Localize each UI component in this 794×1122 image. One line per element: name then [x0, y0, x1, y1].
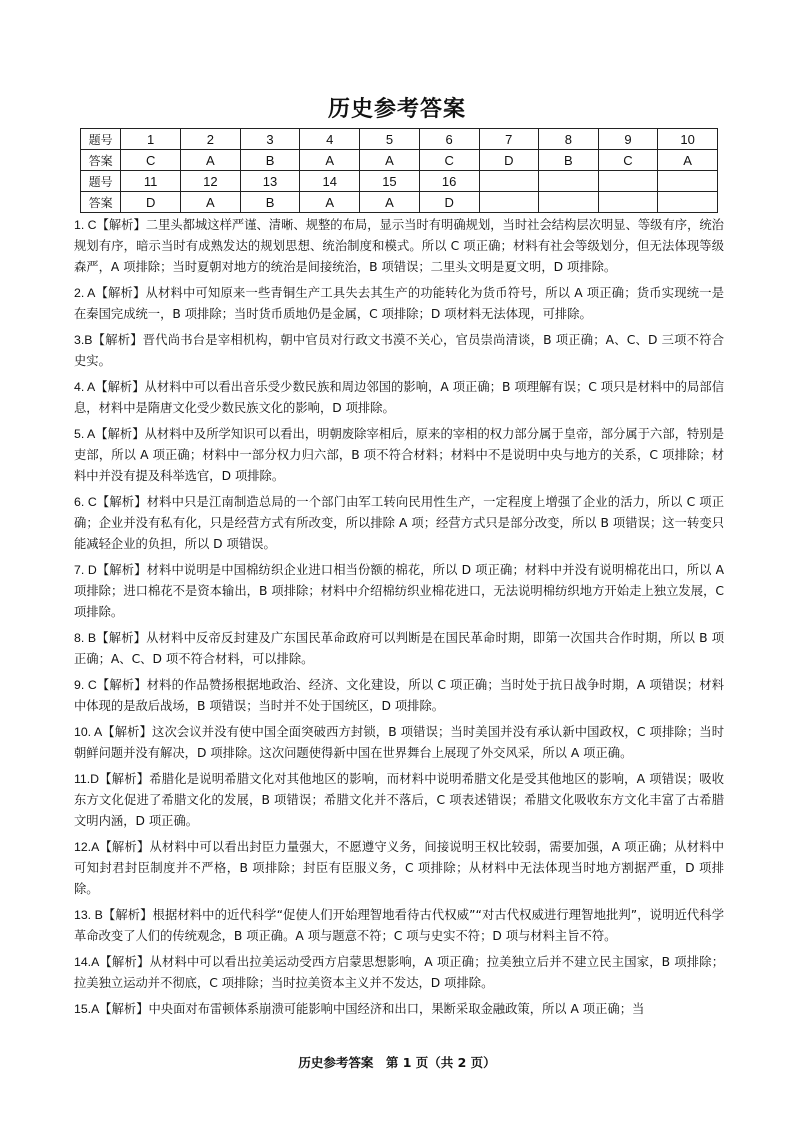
table-cell [598, 192, 658, 213]
table-cell: 1 [121, 129, 181, 150]
item-number: 11.D [74, 772, 100, 786]
row-label: 答案 [81, 150, 121, 171]
table-cell: 10 [658, 129, 718, 150]
table-cell: 2 [180, 129, 240, 150]
explanation-item [74, 560, 724, 623]
table-cell: A [300, 192, 360, 213]
explanation-item [74, 675, 724, 717]
item-number: 7. D [74, 563, 97, 577]
table-cell: B [240, 150, 300, 171]
answer-explanations [74, 215, 724, 1025]
item-number: 3.B [74, 333, 93, 347]
explanation-item [74, 722, 724, 764]
item-text: 【解析】从材料中可以看出封臣力量强大，不愿遵守义务，间接说明王权比较弱，需要加强，A 项正确；从材料中可知封君封臣制度并不严格，B 项排除；封臣有臣服义务，C 项排除；从材料中无法体现当时地方割据严重，D 项排除。 [74, 840, 724, 896]
explanation-item [74, 905, 724, 947]
table-cell: D [479, 150, 539, 171]
item-text: 【解析】材料中说明是中国棉纺织企业进口相当份额的棉花，所以 D 项正确；材料中并没有说明棉花出口，所以 A 项排除；进口棉花不是资本输出，B 项排除；材料中介绍棉纺织业棉花进口，无法说明棉纺织地方开始走上独立发展，C 项排除。 [74, 563, 724, 619]
table-row [81, 150, 718, 171]
table-cell [479, 192, 539, 213]
table-row [81, 192, 718, 213]
explanation-item [74, 837, 724, 900]
table-cell: 8 [539, 129, 599, 150]
item-number: 10. A [74, 725, 103, 739]
item-number: 8. B [74, 631, 97, 645]
table-row [81, 129, 718, 150]
item-text: 【解析】根据材料中的近代科学“促使人们开始理智地看待古代权威”“对古代权威进行理智地批判”，说明近代科学革命改变了人们的传统观念，B 项正确。A 项与题意不符；C 项与史实不符；D 项与材料主旨不符。 [74, 908, 724, 943]
table-row [81, 171, 718, 192]
item-text: 【解析】材料中只是江南制造总局的一个部门由军工转向民用性生产，一定程度上增强了企业的活力，所以 C 项正确；企业并没有私有化，只是经营方式有所改变，所以排除 A 项；经营方式只是部分改变，所以 B 项错误；这一转变只能减轻企业的负担，所以 D 项错误。 [74, 495, 724, 551]
table-cell: 3 [240, 129, 300, 150]
explanation-item [74, 283, 724, 325]
explanation-item [74, 377, 724, 419]
table-cell [539, 171, 599, 192]
table-cell: A [180, 192, 240, 213]
table-cell [658, 171, 718, 192]
item-number: 5. A [74, 427, 96, 441]
row-label: 题号 [81, 171, 121, 192]
table-cell: D [121, 192, 181, 213]
item-number: 4. A [74, 380, 96, 394]
item-number: 15.A [74, 1002, 100, 1016]
table-cell: D [419, 192, 479, 213]
explanation-item [74, 999, 724, 1020]
table-cell: A [360, 150, 420, 171]
item-number: 14.A [74, 955, 100, 969]
explanation-item [74, 492, 724, 555]
row-label: 答案 [81, 192, 121, 213]
table-cell: A [360, 192, 420, 213]
item-number: 12.A [74, 840, 100, 854]
table-cell: C [419, 150, 479, 171]
explanation-item [74, 628, 724, 670]
item-text: 【解析】从材料中可以看出拉美运动受西方启蒙思想影响，A 项正确；拉美独立后并不建立民主国家，B 项排除；拉美独立运动并不彻底，C 项排除；当时拉美资本主义并不发达，D 项排除。 [74, 955, 724, 990]
item-number: 6. C [74, 495, 97, 509]
table-cell: 13 [240, 171, 300, 192]
table-cell: C [598, 150, 658, 171]
explanation-item [74, 215, 724, 278]
item-number: 1. C [74, 218, 97, 232]
table-cell: 7 [479, 129, 539, 150]
explanation-item [74, 769, 724, 832]
table-cell: 5 [360, 129, 420, 150]
table-cell: C [121, 150, 181, 171]
item-text: 【解析】二里头都城这样严谨、清晰、规整的布局，显示当时有明确规划，当时社会结构层次明显、等级有序，统治规划有序，暗示当时有成熟发达的规划思想、统治制度和模式。所以 C 项正确；材料有社会等级划分，但无法体现等级森严，A 项排除；当时夏朝对地方的统治是间接统治，B 项错误；二里头文明是夏文明，D 项排除。 [74, 218, 724, 274]
explanation-item [74, 424, 724, 487]
table-cell: 6 [419, 129, 479, 150]
item-text: 【解析】中央面对布雷顿体系崩溃可能影响中国经济和出口，果断采取金融政策，所以 A 项正确；当 [99, 1002, 645, 1016]
item-text: 【解析】晋代尚书台是宰相机构，朝中官员对行政文书漠不关心，官员崇尚清谈，B 项正确；A、C、D 三项不符合史实。 [74, 333, 724, 368]
table-cell: 11 [121, 171, 181, 192]
item-text: 【解析】从材料中可以看出音乐受少数民族和周边邻国的影响，A 项正确；B 项理解有误；C 项只是材料中的局部信息，材料中是隋唐文化受少数民族文化的影响，D 项排除。 [74, 380, 724, 415]
table-cell: 12 [180, 171, 240, 192]
table-cell: 4 [300, 129, 360, 150]
item-number: 9. C [74, 678, 97, 692]
table-cell: B [240, 192, 300, 213]
table-cell [479, 171, 539, 192]
table-cell [539, 192, 599, 213]
table-cell: 9 [598, 129, 658, 150]
answer-table [80, 128, 718, 213]
table-cell: 15 [360, 171, 420, 192]
item-text: 【解析】从材料中及所学知识可以看出，明朝废除宰相后，原来的宰相的权力部分属于皇帝，部分属于六部，特别是吏部，所以 A 项正确；材料中一部分权力归六部，B 项不符合材料；材料中不是说明中央与地方的关系，C 项排除；材料中并没有提及科举选官，D 项排除。 [74, 427, 724, 483]
item-number: 13. B [74, 908, 103, 922]
row-label: 题号 [81, 129, 121, 150]
item-text: 【解析】从材料中反帝反封建及广东国民革命政府可以判断是在国民革命时期，即第一次国共合作时期，所以 B 项正确；A、C、D 项不符合材料，可以排除。 [74, 631, 724, 666]
table-cell [598, 171, 658, 192]
item-text: 【解析】希腊化是说明希腊文化对其他地区的影响，而材料中说明希腊文化是受其他地区的影响，A 项错误；吸收东方文化促进了希腊文化的发展，B 项错误；希腊文化并不落后，C 项表述错误；希腊文化吸收东方文化丰富了古希腊文明内涵，D 项正确。 [74, 772, 724, 828]
item-number: 2. A [74, 286, 96, 300]
page-footer: 历史参考答案 第 1 页（共 2 页） [298, 1055, 496, 1070]
item-text: 【解析】材料的作品赞扬根据地政治、经济、文化建设，所以 C 项正确；当时处于抗日战争时期，A 项错误；材料中体现的是敌后战场，B 项错误；当时并不处于国统区，D 项排除。 [74, 678, 724, 713]
explanation-item [74, 952, 724, 994]
item-text: 【解析】从材料中可知原来一些青铜生产工具失去其生产的功能转化为货币符号，所以 A 项正确；货币实现统一是在秦国完成统一，B 项排除；当时货币质地仍是金属，C 项排除；D 项材料无法体现，可排除。 [74, 286, 724, 321]
table-cell [658, 192, 718, 213]
table-cell: A [180, 150, 240, 171]
table-cell: A [658, 150, 718, 171]
item-text: 【解析】这次会议并没有使中国全面突破西方封锁，B 项错误；当时美国并没有承认新中国政权，C 项排除；当时朝鲜问题并没有解决，D 项排除。这次问题使得新中国在世界舞台上展现了外交风采，所以 A 项正确。 [74, 725, 724, 760]
explanation-item [74, 330, 724, 372]
table-cell: A [300, 150, 360, 171]
table-cell: B [539, 150, 599, 171]
table-cell: 14 [300, 171, 360, 192]
page-title: 历史参考答案 [327, 96, 466, 122]
table-cell: 16 [419, 171, 479, 192]
